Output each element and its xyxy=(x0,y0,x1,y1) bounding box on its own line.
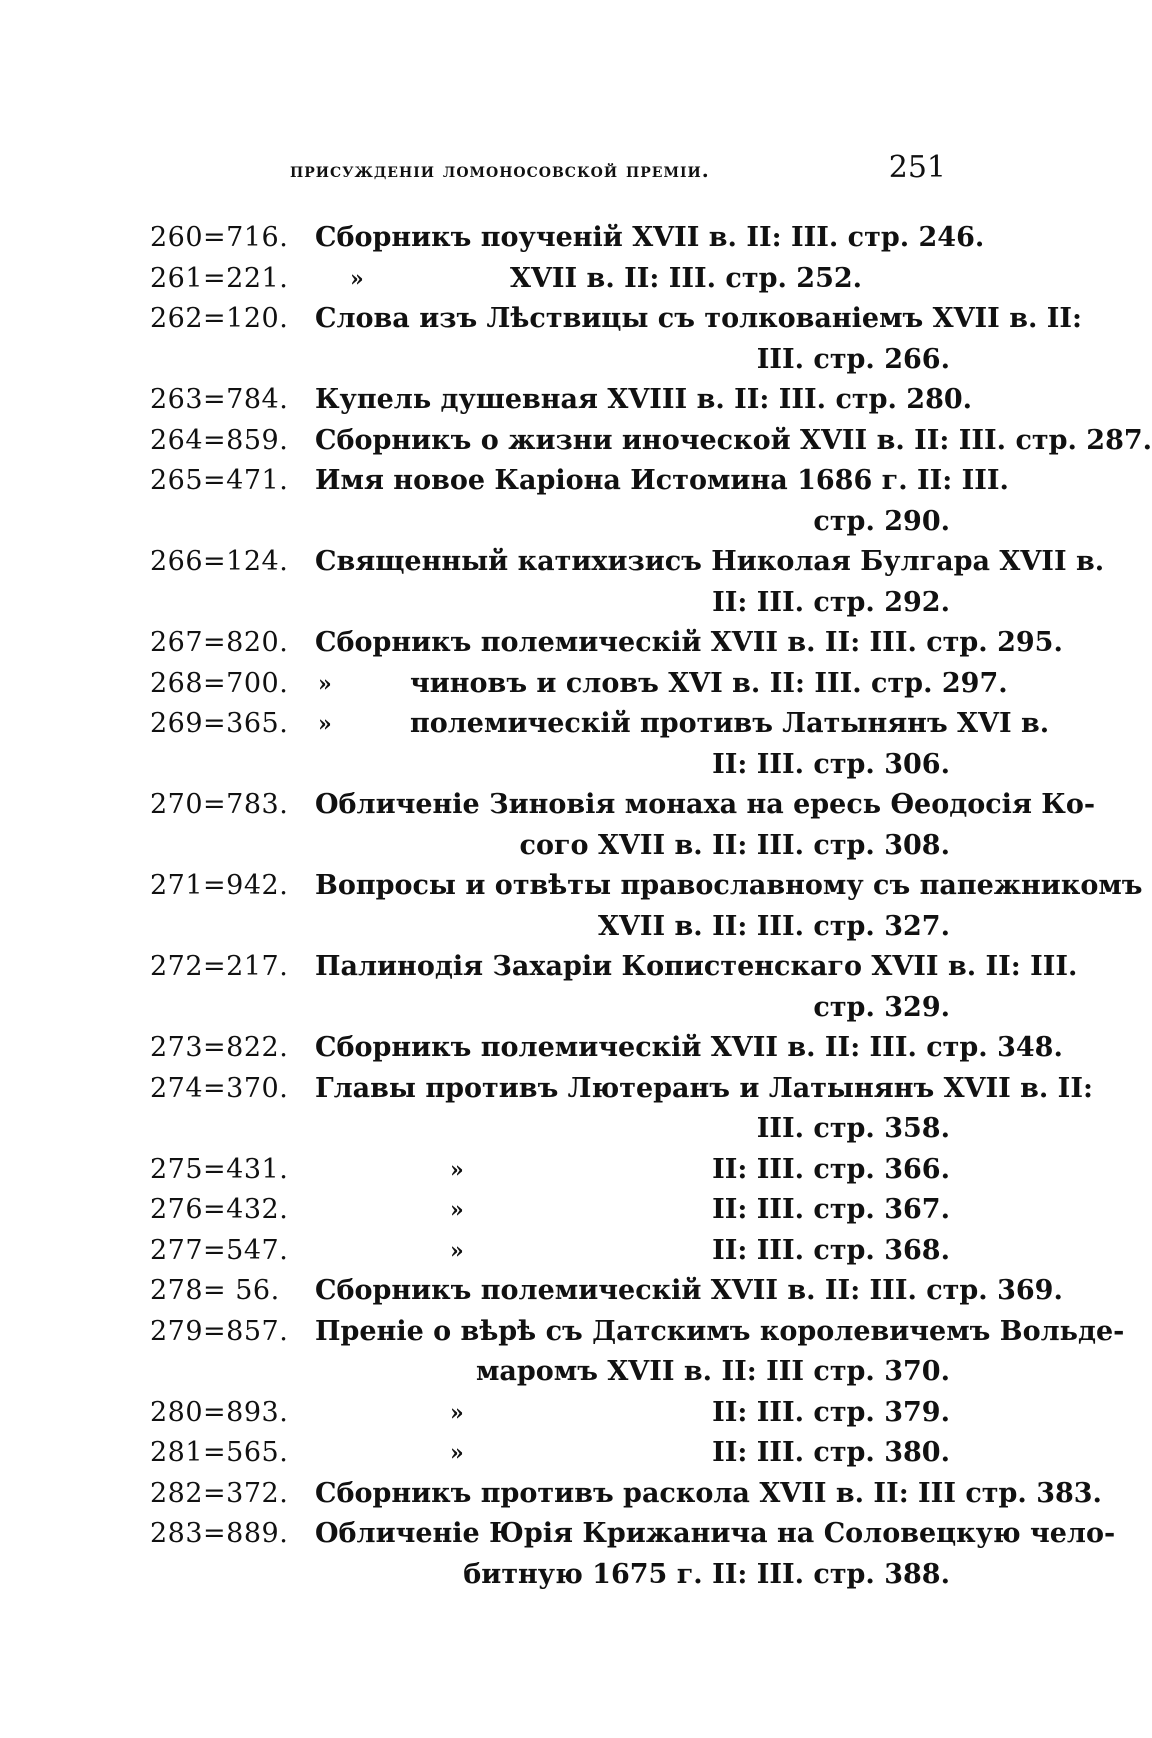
entry-continuation-line xyxy=(150,340,950,381)
entry-number: 269=365. xyxy=(150,708,289,739)
entry-continuation: II: III. стр. 292. xyxy=(712,586,950,618)
catalog-entries xyxy=(150,218,1152,1595)
ditto-mark: » xyxy=(450,1440,464,1466)
entry-line xyxy=(150,461,1009,502)
entry-title: Сборникъ полемическій XVII в. II: III. стр. 295. xyxy=(315,627,1063,658)
entry-location: II: III. стр. 366. xyxy=(712,1153,950,1185)
entry-number: 268=700. xyxy=(150,667,289,699)
entry-line xyxy=(150,947,1078,988)
entry-number: 260=716. xyxy=(150,222,289,253)
entry-title: полемическій противъ Латынянъ XVI в. xyxy=(410,708,1050,739)
entry-number: 278= 56. xyxy=(150,1275,280,1306)
ditto-mark: » xyxy=(450,1156,464,1183)
entry-line xyxy=(150,1474,1102,1515)
page-number: 251 xyxy=(888,150,946,185)
entry-title: Обличеніе Юрія Крижанича на Соловецкую чело- xyxy=(315,1518,1116,1549)
running-header xyxy=(150,150,950,184)
entry-number: 266=124. xyxy=(150,546,289,577)
entry-line xyxy=(150,1271,1063,1312)
entry-continuation: стр. 290. xyxy=(813,505,950,537)
entry-number: 273=822. xyxy=(150,1032,289,1063)
entry-continuation: III. стр. 358. xyxy=(756,1113,950,1144)
entry-line xyxy=(150,1514,1116,1555)
entry-number: 274=370. xyxy=(150,1072,289,1104)
entry-continuation-line xyxy=(150,1555,950,1596)
entry-line xyxy=(150,1028,1063,1069)
entry-title: Имя новое Каріона Истомина 1686 г. II: III. xyxy=(315,465,1009,496)
entry-line xyxy=(150,1069,1093,1110)
entry-line xyxy=(150,1190,950,1231)
entry-continuation: стр. 329. xyxy=(813,991,950,1023)
entry-number: 261=221. xyxy=(150,262,289,294)
ditto-mark: » xyxy=(350,265,364,292)
running-title: присужденіи ломоносовской преміи. xyxy=(290,158,710,182)
entry-continuation: III. стр. 266. xyxy=(756,343,950,375)
entry-title: Палинодія Захаріи Копистенскаго XVII в. II: III. xyxy=(315,951,1078,982)
entry-line xyxy=(150,380,973,421)
entry-title: Слова изъ Лѣствицы съ толкованіемъ XVII в. II: xyxy=(315,303,1082,334)
entry-number: 263=784. xyxy=(150,384,289,415)
entry-continuation: II: III. стр. 306. xyxy=(712,748,950,780)
entry-title: Сборникъ поученій XVII в. II: III. стр. 246. xyxy=(315,222,985,253)
entry-number: 270=783. xyxy=(150,789,289,820)
entry-number: 272=217. xyxy=(150,951,289,982)
entry-continuation-line xyxy=(150,826,950,867)
entry-title: Обличеніе Зиновія монаха на ересь Ѳеодосія Ко- xyxy=(315,789,1096,820)
entry-line xyxy=(150,623,1063,664)
entry-continuation: битную 1675 г. II: III. стр. 388. xyxy=(463,1558,950,1590)
entry-number: 264=859. xyxy=(150,424,289,456)
entry-line xyxy=(150,1231,950,1272)
ditto-mark: » xyxy=(318,711,332,737)
entry-number: 262=120. xyxy=(150,303,289,334)
entry-number: 275=431. xyxy=(150,1153,289,1185)
entry-line xyxy=(150,542,1105,583)
entry-continuation-line xyxy=(150,1352,950,1393)
entry-location: II: III. стр. 380. xyxy=(712,1437,950,1468)
entry-title: Сборникъ полемическій XVII в. II: III. стр. 348. xyxy=(315,1032,1063,1063)
entry-continuation: сого XVII в. II: III. стр. 308. xyxy=(519,829,950,861)
entry-line xyxy=(150,299,1082,340)
entry-line xyxy=(150,1393,950,1434)
entry-number: 279=857. xyxy=(150,1315,289,1347)
entry-line xyxy=(150,866,1143,907)
entry-number: 265=471. xyxy=(150,465,289,496)
entry-title: Сборникъ противъ раскола XVII в. II: III стр. 383. xyxy=(315,1477,1102,1509)
entry-continuation-line xyxy=(150,745,950,786)
entry-continuation-line xyxy=(150,502,950,543)
ditto-mark: » xyxy=(450,1237,464,1264)
ditto-mark: » xyxy=(318,670,332,697)
entry-line xyxy=(150,1433,950,1474)
entry-title: Преніе о вѣрѣ съ Датскимъ королевичемъ Вольде- xyxy=(315,1315,1125,1347)
entry-line xyxy=(150,259,950,300)
entry-title: Сборникъ полемическій XVII в. II: III. стр. 369. xyxy=(315,1275,1063,1306)
entry-location: II: III. стр. 379. xyxy=(712,1396,950,1428)
entry-line xyxy=(150,704,1050,745)
entry-title: Главы противъ Лютеранъ и Латынянъ XVII в. II: xyxy=(315,1072,1093,1104)
entry-title: Священный катихизисъ Николая Булгара XVII в. xyxy=(315,546,1105,577)
entry-number: 276=432. xyxy=(150,1194,289,1225)
entry-continuation: XVII в. II: III. стр. 327. xyxy=(597,910,950,942)
entry-location: II: III. стр. 367. xyxy=(712,1194,950,1225)
entry-title: чиновъ и словъ XVI в. II: III. стр. 297. xyxy=(410,667,1008,699)
entry-continuation-line xyxy=(150,907,950,948)
entry-title: XVII в. II: III. стр. 252. xyxy=(510,262,863,294)
entry-title: Купель душевная XVIII в. II: III. стр. 280. xyxy=(315,384,973,415)
entry-number: 281=565. xyxy=(150,1437,289,1468)
entry-continuation-line xyxy=(150,1109,950,1150)
entry-number: 282=372. xyxy=(150,1477,289,1509)
entry-number: 267=820. xyxy=(150,627,289,658)
entry-line xyxy=(150,1150,950,1191)
entry-number: 277=547. xyxy=(150,1234,289,1266)
entry-number: 280=893. xyxy=(150,1396,289,1428)
entry-line xyxy=(150,785,1096,826)
entry-continuation-line xyxy=(150,988,950,1029)
entry-line xyxy=(150,421,1152,462)
ditto-mark: » xyxy=(450,1197,464,1223)
entry-location: II: III. стр. 368. xyxy=(712,1234,950,1266)
entry-number: 271=942. xyxy=(150,870,289,901)
entry-line xyxy=(150,218,985,259)
entry-continuation-line xyxy=(150,583,950,624)
entry-line xyxy=(150,1312,1125,1353)
entry-continuation: маромъ XVII в. II: III стр. 370. xyxy=(475,1356,950,1387)
ditto-mark: » xyxy=(450,1399,464,1426)
entry-line xyxy=(150,664,1008,705)
entry-title: Сборникъ о жизни иноческой XVII в. II: III. стр. 287. xyxy=(315,424,1152,456)
entry-title: Вопросы и отвѣты православному съ папежникомъ xyxy=(315,870,1143,901)
entry-number: 283=889. xyxy=(150,1518,289,1549)
